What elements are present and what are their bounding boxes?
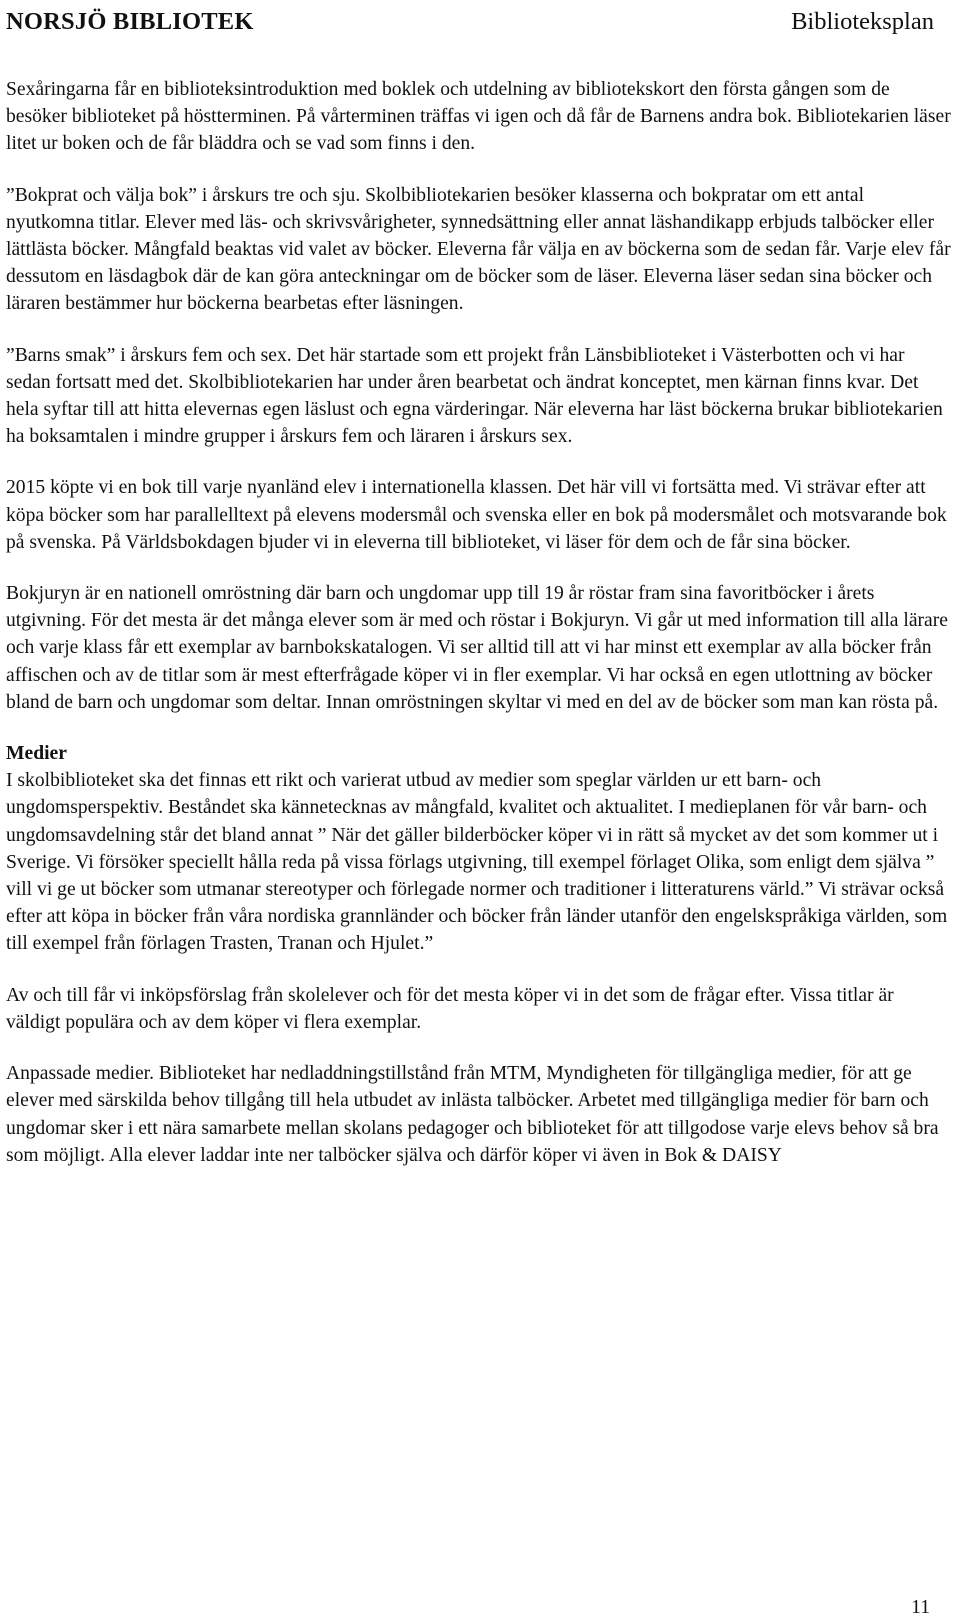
page-header xyxy=(6,4,934,40)
paragraph: Sexåringarna får en biblioteksintroduktion med boklek och utdelning av bibliotekskort den första gången som de besöker biblioteket på höstterminen. På vårterminen träffas vi igen och då får de Barnens andra bok. Bibliotekarien läser litet ur boken och de får bläddra och se vad som finns i den. xyxy=(6,79,951,155)
paragraph: Anpassade medier. Biblioteket har nedladdningstillstånd från MTM, Myndigheten för tillgängliga medier, för att ge elever med särskilda behov tillgång till hela utbudet av inlästa talböcker. Arbetet med tillgängliga medier för barn och ungdomar sker i ett nära samarbete mellan skolans pedagoger och biblioteket för att tillgodose varje elevs behov så bra som möjligt. Alla elever laddar inte ner talböcker själva och därför köper vi även in Bok & DAISY xyxy=(6,1063,939,1166)
paragraph: Bokjuryn är en nationell omröstning där barn och ungdomar upp till 19 år röstar fram sina favoritböcker i årets utgivning. För det mesta är det många elever som är med och röstar i Bokjuryn. Vi går ut med information till alla lärare och varje klass får ett exemplar av barnbokskatalogen. Vi ser alltid till att vi har minst ett exemplar av alla böcker från affischen och av de titlar som är mest efterfrågade köper vi in fler exemplar. Vi har också en egen utlottning av böcker bland de barn och ungdomar som deltar. Innan omröstningen skyltar vi med en del av de böcker som man kan rösta på. xyxy=(6,583,948,713)
paragraph: I skolbiblioteket ska det finnas ett rikt och varierat utbud av medier som speglar världen ur ett barn- och ungdomsperspektiv. Beståndet ska kännetecknas av mångfald, kvalitet och aktualitet. I medieplanen för vår barn- och ungdomsavdelning står det bland annat ” När det gäller bilderböcker köper vi in rätt så mycket av det som kommer ut i Sverige. Vi försöker speciellt hålla reda på vissa förlags utgivning, till exempel förlaget Olika, som enligt dem själva ” vill vi ge ut böcker som utmanar stereotyper och förlegade normer och traditioner i litteraturens värld.” Vi strävar också efter att köpa in böcker från våra nordiska grannländer och böcker från länder utanför den engelskspråkiga världen, som till exempel från förlagen Trasten, Tranan och Hjulet.” xyxy=(6,770,948,955)
paragraph: ”Bokprat och välja bok” i årskurs tre och sju. Skolbibliotekarien besöker klasserna och bokpratar om ett antal nyutkomna titlar. Elever med läs- och skrivsvårigheter, synnedsättning eller annat läshandikapp erbjuds talböcker eller lättlästa böcker. Mångfald beaktas vid valet av böcker. Eleverna får välja en av böckerna som de sedan får. Varje elev får dessutom en läsdagbok där de kan göra anteckningar om de böcker som de läser. Eleverna läser sedan sina böcker och läraren bestämmer hur böckerna bearbetas efter läsningen. xyxy=(6,184,951,315)
library-name: NORSJÖ BIBLIOTEK xyxy=(6,8,254,35)
page-number: 11 xyxy=(911,1597,930,1618)
paragraph: 2015 köpte vi en bok till varje nyanländ elev i internationella klassen. Det här vill vi fortsätta med. Vi strävar efter att köpa böcker som har parallelltext på elevens modersmål och svenska eller en bok på modersmålet och motsvarande bok på svenska. På Världsbokdagen bjuder vi in eleverna till biblioteket, vi läser för dem och de får sina böcker. xyxy=(6,477,947,553)
page-content xyxy=(6,76,952,1193)
paragraph: ”Barns smak” i årskurs fem och sex. Det här startade som ett projekt från Länsbiblioteket i Västerbotten och vi har sedan fortsatt med det. Skolbibliotekarien har under åren bearbetat och ändrat konceptet, men kärnan finns kvar. Det hela syftar till att hitta elevernas egen läslust och egna värderingar. När eleverna har läst böckerna brukar bibliotekarien ha boksamtalen i mindre grupper i årskurs fem och läraren i årskurs sex. xyxy=(6,344,943,448)
document-title: Biblioteksplan xyxy=(791,8,934,35)
section-heading: Medier xyxy=(6,743,67,765)
paragraph: Av och till får vi inköpsförslag från skolelever och för det mesta köper vi in det som de frågar efter. Vissa titlar är väldigt populära och av dem köper vi flera exemplar. xyxy=(6,984,894,1033)
